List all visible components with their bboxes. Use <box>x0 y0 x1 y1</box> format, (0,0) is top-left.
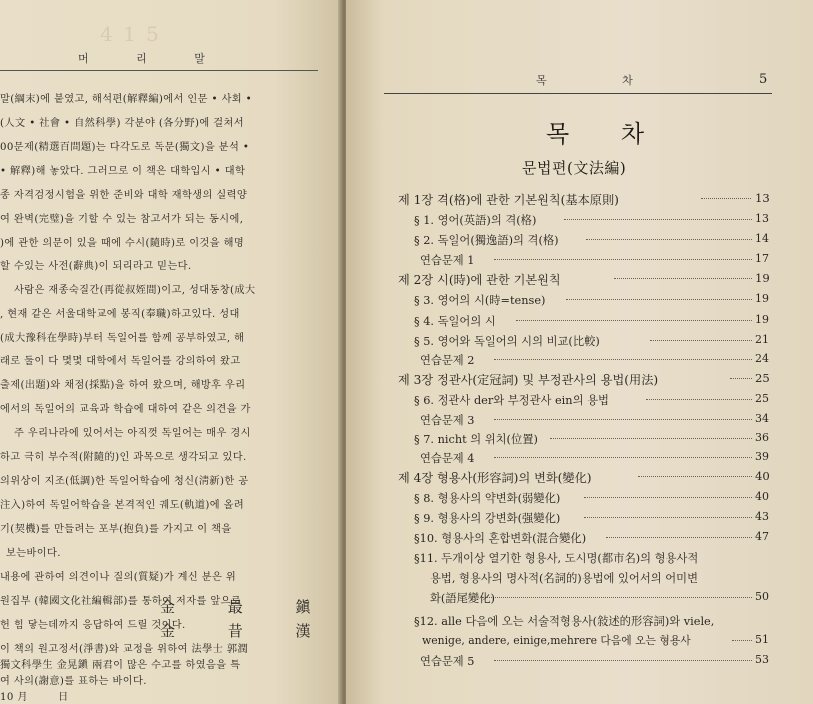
toc-entry <box>346 510 813 530</box>
preface-line: 원집부 (韓國文化社編輯部)를 통하여 저자를 앞으로 <box>0 596 242 607</box>
preface-line: 여 사의(謝意)를 표하는 바이다. <box>0 676 147 687</box>
preface-line: 종 자격검정시험을 위한 준비와 대학 재학생의 실력양 <box>0 190 248 201</box>
toc-entry <box>346 392 813 412</box>
toc-entry-page: 51 <box>755 633 769 646</box>
toc-leader <box>701 198 751 199</box>
toc-leader <box>606 537 752 538</box>
toc-entry-page: 17 <box>755 252 769 265</box>
preface-line: 헌 힘 닿는데까지 응답하여 드릴 것이다. <box>0 620 186 631</box>
toc-entry-page: 19 <box>755 313 769 326</box>
toc-entry <box>346 333 813 353</box>
toc-entry-label: 연습문제 2 <box>420 354 475 367</box>
toc-entry-page: 50 <box>755 590 769 603</box>
preface-date-month: 10 月 <box>0 692 28 703</box>
toc-entry <box>346 352 813 372</box>
toc-entry-label: §10. 형용사의 혼합변화(混合變化) <box>414 532 587 545</box>
author-name-1: 金 最 鎭 <box>160 598 335 616</box>
toc-entry-page: 25 <box>755 371 770 385</box>
preface-line: 의위상이 지조(低調)한 독일어학습에 청신(淸新)한 공 <box>0 476 249 487</box>
toc-entry <box>346 412 813 432</box>
toc-entry <box>346 371 813 391</box>
toc-entry <box>346 292 813 312</box>
toc-entry-label: 연습문제 5 <box>420 655 475 668</box>
right-header-rule <box>384 93 772 94</box>
toc-entry-page: 47 <box>755 530 769 543</box>
toc-entry-page: 13 <box>755 212 769 225</box>
right-running-head: 목 차 <box>536 74 669 87</box>
toc-entry-page: 40 <box>755 490 769 503</box>
author-name-2: 金 昔 漢 <box>160 622 335 640</box>
toc-entry-page: 24 <box>755 352 769 365</box>
toc-entry <box>346 653 813 673</box>
toc-entry-label: 제 2장 시(時)에 관한 기본원칙 <box>398 273 561 287</box>
toc-entry-page: 53 <box>755 653 769 666</box>
toc-entry-label: § 8. 형용사의 약변화(弱變化) <box>414 492 561 505</box>
toc-entry-page: 25 <box>755 392 769 405</box>
toc-entry-page: 40 <box>755 469 770 483</box>
toc-entry-label: 연습문제 4 <box>420 452 475 465</box>
toc-leader <box>730 378 752 379</box>
toc-leader <box>494 359 752 360</box>
toc-entry <box>346 490 813 510</box>
toc-entry <box>346 232 813 252</box>
right-page <box>346 0 813 704</box>
toc-leader <box>550 438 752 439</box>
toc-entry <box>346 431 813 451</box>
toc-entry-label: § 7. nicht 의 위치(位置) <box>414 433 538 446</box>
preface-line: 말(綱末)에 붙였고, 해석편(解釋編)에서 인문 • 사회 • <box>0 94 253 105</box>
preface-line: , 현재 같은 서울대학교에 봉직(奉職)하고있다. 성대 <box>0 309 240 320</box>
toc-leader <box>564 219 752 220</box>
preface-line: 獨文科學生 金晃鎭 兩君이 많은 수고를 하였음을 특 <box>0 660 241 671</box>
preface-line: (人文 • 社會 • 自然科學) 각분야 (各分野)에 걸쳐서 <box>0 118 244 129</box>
toc-entry <box>346 252 813 272</box>
toc-entry-continuation: wenige, andere, einige,mehrere 다음에 오는 형용사 <box>422 634 691 647</box>
toc-section-title: 문법편(文法編) <box>522 159 627 177</box>
toc-leader <box>586 239 752 240</box>
toc-entry-label: § 9. 형용사의 강변화(强變化) <box>414 512 561 525</box>
preface-line: 注入)하여 독일어학습을 본격적인 궤도(軌道)에 올려 <box>0 500 245 511</box>
toc-leader <box>566 299 752 300</box>
preface-date-day: 日 <box>58 692 69 703</box>
preface-line: 기(契機)를 만들려는 포부(抱負)를 가지고 이 책을 <box>0 524 232 535</box>
preface-line: 출제(出題)와 채점(採點)을 하여 왔으며, 해방후 우리 <box>0 380 246 391</box>
toc-entry-label: §12. alle 다음에 오는 서술적형용사(敍述的形容詞)와 viele, <box>414 615 715 628</box>
toc-leader <box>650 340 752 341</box>
toc-entry-label: § 4. 독일어의 시 <box>414 315 496 328</box>
toc-entry-label: §11. 두개이상 열기한 형용사, 도시명(都市名)의 형용사적 <box>414 552 699 565</box>
preface-line: 내용에 관하여 의견이나 질의(質疑)가 계신 분은 위 <box>0 572 237 583</box>
toc-leader <box>494 660 752 661</box>
preface-line: 여 완벽(完璧)을 기할 수 있는 참고서가 되는 동시에, <box>0 214 244 225</box>
toc-leader <box>494 259 752 260</box>
toc-entry-page: 36 <box>755 431 769 444</box>
preface-line: 에서의 독일어의 교육과 학습에 대하여 같은 의견을 가 <box>0 404 251 415</box>
toc-entry-label: 연습문제 1 <box>420 254 475 267</box>
toc-entry <box>346 450 813 470</box>
toc-entry-page: 21 <box>755 333 769 346</box>
toc-leader <box>584 497 752 498</box>
toc-leader <box>646 399 752 400</box>
preface-line: 00문제(精選百問題)는 다각도로 독문(獨文)을 분석 • <box>0 142 250 153</box>
toc-entry-continuation: 화(語尾變化) <box>430 592 495 605</box>
toc-leader <box>516 320 752 321</box>
toc-entry-page: 13 <box>755 191 770 205</box>
toc-entry-page: 19 <box>755 271 770 285</box>
toc-entry-page: 39 <box>755 450 769 463</box>
left-running-head-text: 머 리 말 <box>78 52 227 65</box>
toc-entry <box>346 191 813 211</box>
toc-leader <box>614 278 752 279</box>
toc-entry-label: 제 3장 정관사(定冠詞) 및 부정관사의 용법(用法) <box>398 373 659 387</box>
preface-line: 할 수있는 사전(辭典)이 되리라고 믿는다. <box>0 261 192 272</box>
preface-line: (成大豫科在學時)부터 독일어를 함께 공부하였고, 해 <box>0 333 245 344</box>
preface-line: 하고 극히 부수적(附隨的)인 과목으로 생각되고 있다. <box>0 452 247 463</box>
toc-entry <box>346 530 813 550</box>
toc-leader <box>638 476 752 477</box>
toc-entry-label: 제 1장 격(格)에 관한 기본원칙(基本原則) <box>398 193 619 207</box>
toc-leader <box>494 419 752 420</box>
toc-leader <box>482 597 752 598</box>
toc-entry-label: § 5. 영어와 독일어의 시의 비교(比較) <box>414 335 600 348</box>
toc-entry-page: 14 <box>755 232 769 245</box>
preface-line: 사람은 재종숙질간(再從叔姪間)이고, 성대동창(成大 <box>14 285 256 296</box>
toc-entry <box>346 469 813 489</box>
preface-line: 주 우리나라에 있어서는 아직껏 독일어는 매우 경시 <box>14 428 251 439</box>
preface-line: )에 관한 의문이 있을 때에 수시(隨時)로 이것을 해명 <box>0 238 245 249</box>
toc-entry-label: § 6. 정관사 der와 부정관사 ein의 용법 <box>414 394 609 407</box>
toc-leader <box>732 640 752 641</box>
toc-entry-page: 34 <box>755 412 769 425</box>
toc-entry <box>346 212 813 232</box>
toc-entry-label: 제 4장 형용사(形容詞)의 변화(變化) <box>398 471 592 485</box>
preface-line: 래로 둘이 다 몇몇 대학에서 독일어를 강의하여 왔고 <box>0 356 241 367</box>
toc-entry-label: § 2. 독일어(獨逸語)의 격(格) <box>414 234 559 247</box>
toc-entry-label: § 1. 영어(英語)의 격(格) <box>414 214 537 227</box>
toc-entry <box>346 271 813 291</box>
toc-entry-page: 43 <box>755 510 769 523</box>
toc-title: 목 차 <box>546 120 666 148</box>
right-page-number: 5 <box>759 72 768 87</box>
preface-line: 보는바이다. <box>6 548 61 559</box>
toc-leader <box>494 457 752 458</box>
toc-entry <box>346 313 813 333</box>
toc-entry-continuation: 용법, 형용사의 명사적(名詞的)용법에 있어서의 어미변 <box>430 572 699 585</box>
left-header-rule <box>0 70 318 71</box>
toc-entry-label: 연습문제 3 <box>420 414 475 427</box>
ghost-page-number: 4 1 5 <box>100 22 161 46</box>
preface-line: 이 책의 원고정서(淨書)와 교정을 위하여 法學士 郭潤 <box>0 644 249 655</box>
toc-entry-page: 19 <box>755 292 769 305</box>
toc-entry-label: § 3. 영어의 시(時=tense) <box>414 294 546 307</box>
toc-leader <box>584 517 752 518</box>
preface-line: • 解釋)해 놓았다. 그러므로 이 책은 대학입시 • 대학 <box>0 166 246 177</box>
